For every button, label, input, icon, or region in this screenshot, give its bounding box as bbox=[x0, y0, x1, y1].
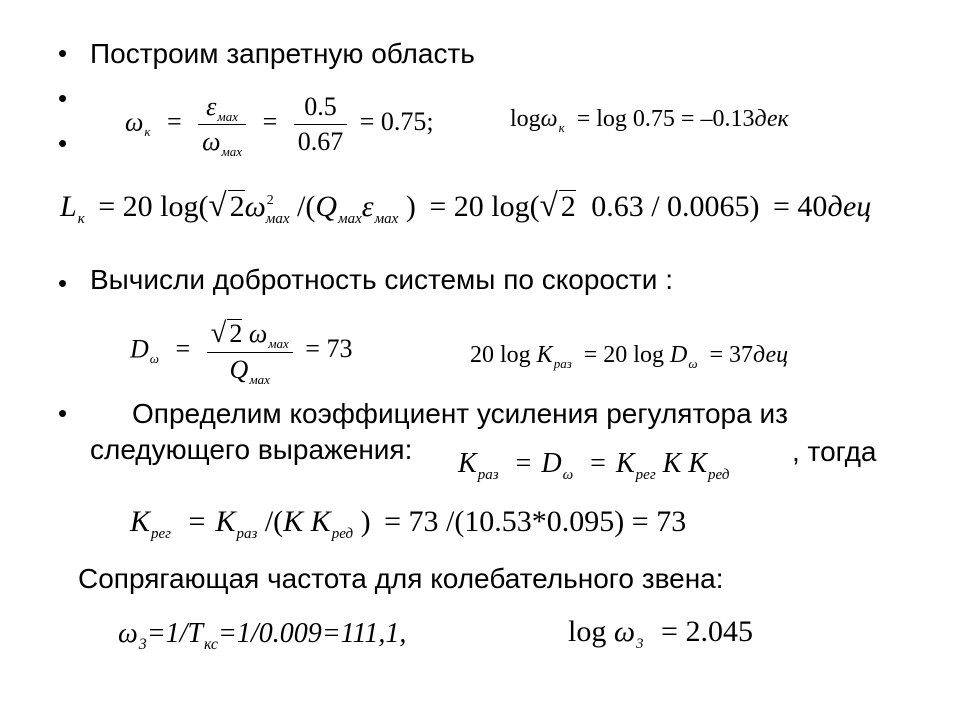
formula-log-omega-k: logω$_к$ = log 0.75 = –0.13дек bbox=[510, 106, 789, 135]
bullet-4-text: Вычисли добротность системы по скорости : bbox=[90, 264, 674, 295]
formula-L-k: $L_к = 20$ log(√ $2\omega^2_{мах}$ $/(Q_{мах}\varepsilon_{мах}$ ) = 20 log(√ 2 0.63 / 0.0065) = 40дец bbox=[60, 188, 872, 227]
formula-D-omega: $D_\omega$ = $\frac{√ 2 \omega_{мах}}{Q_{мах}}$ = 73 bbox=[130, 318, 353, 387]
bullet-4: • bbox=[58, 268, 68, 298]
bullet-5: • bbox=[58, 398, 68, 428]
then-text: , тогда bbox=[792, 436, 877, 467]
bullet-5-continuation: следующего выражения: bbox=[90, 434, 413, 465]
formula-omega-3: $\omega_3=1/T_{кс}=1/0.009=111,1$, bbox=[118, 618, 407, 653]
bullet-2: • bbox=[58, 83, 68, 113]
formula-omega-k: $\omega_к$ = $\frac{\varepsilon_{мах}}{\omega_{мах}}$ = $\frac{0.5}{0.67}$ = 0.75; bbox=[125, 92, 434, 159]
formula-K-raz-expr: $K_{раз} = D_\omega = K_{рег}$ K $K_{ред}$ bbox=[458, 448, 730, 483]
formula-K-reg: $K_{рег} = K_{раз}$ /(K $K_{ред}$ ) = 73 /(10.53*0.095) = 73 bbox=[130, 505, 687, 542]
bullet-1-text: Построим запретную область bbox=[90, 38, 475, 69]
formula-log-omega-3: $\log \omega_3 = 2.045$ bbox=[568, 615, 753, 652]
section-heading: Сопрягающая частота для колебательного звена: bbox=[78, 563, 724, 594]
bullet-5-text: Определим коэффициент усиления регулятора из bbox=[132, 398, 788, 429]
bullet-1: • bbox=[58, 38, 68, 68]
bullet-3: • bbox=[58, 128, 68, 158]
formula-log-K-raz: 20 $\log K_{раз} = 20$ $\log D_\omega = 37дец$ bbox=[470, 342, 789, 371]
